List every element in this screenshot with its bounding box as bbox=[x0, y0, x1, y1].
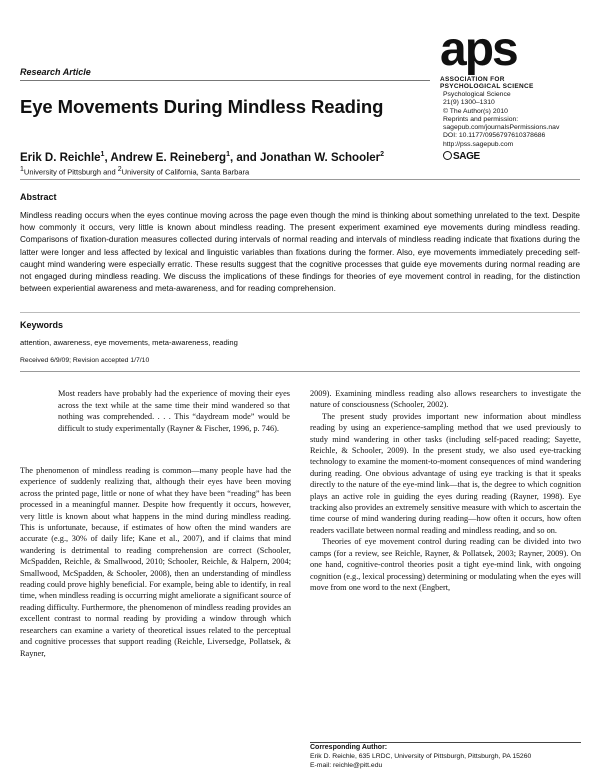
correspondence-email[interactable]: E-mail: reichle@pitt.edu bbox=[310, 762, 383, 769]
body-paragraph: Theories of eye movement control during reading can be divided into two camps (for a review, see Reichle, Rayner, & Pollatsek, 2003; Rayner, 2009). On one hand, cognitive-control theories posit a tight eye-mind link, with ongoing cognition (e.g., lexical processing) determining or modulating when the eyes will move from one word to the next (Engbert, bbox=[310, 537, 581, 592]
body-paragraph: 2009). Examining mindless reading also allows researchers to investigate the nature of consciousness (Schooler, 2002). bbox=[310, 389, 581, 410]
body-divider bbox=[20, 371, 580, 372]
sage-logo bbox=[443, 151, 480, 162]
keywords-heading: Keywords bbox=[20, 320, 64, 330]
abstract-text: Mindless reading occurs when the eyes continue moving across the page even though the mind is thinking about something unrelated to the text. Despite how commonly it occurs, very little is known about mindless reading. The present experiment examined eye movements during mindless reading. Comparisons of fixation-duration measures collected during intervals of normal reading and intervals of mindless reading indicate that fixations during the latter were longer and less affected by lexical and linguistic variables than fixations during the former. Also, eye movements immediately preceding self-caught mind wandering were especially erratic. These results suggest that the cognitive processes that guide eye movements during normal reading are not engaged during mindless reading. We discuss the implications of these findings for theories of eye movement control in reading, for the distinction between experiential awareness and meta-awareness, and for reading comprehension. bbox=[20, 211, 580, 294]
author-name: Andrew E. Reineberg bbox=[110, 151, 227, 164]
sage-circle-icon bbox=[443, 151, 452, 160]
affiliations bbox=[20, 166, 249, 177]
received-dates: Received 6/9/09; Revision accepted 1/7/10 bbox=[20, 357, 150, 364]
logo-sub-line1: ASSOCIATION FOR bbox=[440, 76, 505, 83]
article-type: Research Article bbox=[20, 67, 91, 77]
journal-url[interactable]: http://pss.sagepub.com bbox=[443, 140, 514, 148]
logo-text: aps bbox=[440, 23, 517, 76]
aps-logo bbox=[440, 23, 580, 90]
body-paragraph: The phenomenon of mindless reading is common—many people have had the experience of suddenly realizing that, although their eyes have been moving across the printed page, little or none of what they have been “reading” has been processed in a meaningful manner. Despite how frequently it occurs, however, very little is known about what happens in the mind during mindless reading. This is unfortunate, because, if estimates of how often the mind wanders are accurate (e.g., 30% of daily life; Kane et al., 2007), and if claims that mind wandering is detrimental to reading comprehension are correct (Schooler, McSpadden, Reichle, & Smallwood, 2010; Schooler, Reichle, & Halpern, 2004; Smallwood, McSpadden, & Schooler, 2008), then an understanding of mindless reading could prove highly beneficial. For example, being able to identify, in real time, when mindless reading is occurring might ameliorate a significant source of reading difficulty. Furthermore, the phenomenon of mindless reading provides an excellent contrast to normal reading by providing a window through which researchers can examine a variety of theoretical issues related to the perceptual and cognitive processes that support reading (Reichle, Liversedge, Pollatsek, & Rayner, bbox=[20, 466, 291, 658]
correspondence-address: Erik D. Reichle, 635 LRDC, University of Pittsburgh, Pittsburgh, PA 15260 bbox=[310, 753, 532, 760]
correspondence-heading: Corresponding Author: bbox=[310, 744, 388, 751]
correspondence-divider bbox=[310, 742, 581, 743]
journal-copyright: © The Author(s) 2010 bbox=[443, 107, 508, 115]
author-affil-mark: 2 bbox=[380, 151, 385, 158]
journal-permissions-link[interactable]: sagepub.com/journalsPermissions.nav bbox=[443, 124, 560, 132]
author-name: Erik D. Reichle bbox=[20, 151, 101, 164]
affil-mark: 1 bbox=[20, 166, 24, 173]
author-list: Erik D. Reichle$^1$, Andrew E. Reineberg$^1$, and Jonathan W. Schooler$^2$ bbox=[20, 151, 385, 164]
logo-sub-line2: PSYCHOLOGICAL SCIENCE bbox=[440, 83, 534, 90]
body-column-right bbox=[310, 388, 581, 593]
affiliation-1: University of Pittsburgh and bbox=[23, 167, 118, 177]
journal-reprints: Reprints and permission: bbox=[443, 115, 519, 123]
publisher-name: SAGE bbox=[453, 151, 480, 162]
affil-mark: 2 bbox=[117, 166, 122, 173]
journal-volume: 21(9) 1300–1310 bbox=[443, 99, 495, 107]
keywords-text: attention, awareness, eye movements, meta-awareness, reading bbox=[20, 338, 238, 347]
body-column-left bbox=[20, 465, 291, 659]
body-paragraph: The present study provides important new information about mindless reading by using an experience-sampling method that we used previously to study mind wandering in other tasks (including self-paced reading; Sayette, Reichle, & Schooler, 2009). In the present study, we also used eye-tracking technology to examine the moment-to-moment consequences of mind wandering during reading. One obvious advantage of using eye tracking is that it speaks directly to the nature of the eye-mind link—that is, the degree to which cognition plays an active role in guiding the eyes during reading (Rayner, 1998). Eye tracking also provides an extremely sensitive measure with which to ascertain the time course of mind wandering during reading—how often it occurs, how often readers vacillate between normal reading and mindless reading, and so on. bbox=[310, 411, 581, 535]
journal-info bbox=[443, 91, 593, 149]
logo-subtitle bbox=[440, 76, 580, 90]
keywords-divider bbox=[20, 312, 580, 313]
title-divider bbox=[20, 80, 430, 81]
author-affil-mark: 1 bbox=[226, 151, 230, 158]
journal-doi[interactable]: DOI: 10.1177/0956797610378686 bbox=[443, 132, 546, 140]
affiliation-2: University of California, Santa Barbara bbox=[121, 167, 250, 177]
header-divider bbox=[20, 179, 580, 180]
abstract-heading: Abstract bbox=[20, 192, 57, 202]
journal-name: Psychological Science bbox=[443, 91, 511, 98]
author-affil-mark: 1 bbox=[100, 151, 105, 158]
page-title: Eye Movements During Mindless Reading bbox=[20, 96, 384, 117]
author-name: Jonathan W. Schooler bbox=[260, 151, 381, 164]
epigraph: Most readers have probably had the experience of moving their eyes across the text while at the same time their mind wandered so that nothing was comprehended. . . . This “daydream mode” would be difficult to study experimentally (Rayner & Fischer, 1996, p. 746). bbox=[58, 389, 290, 433]
